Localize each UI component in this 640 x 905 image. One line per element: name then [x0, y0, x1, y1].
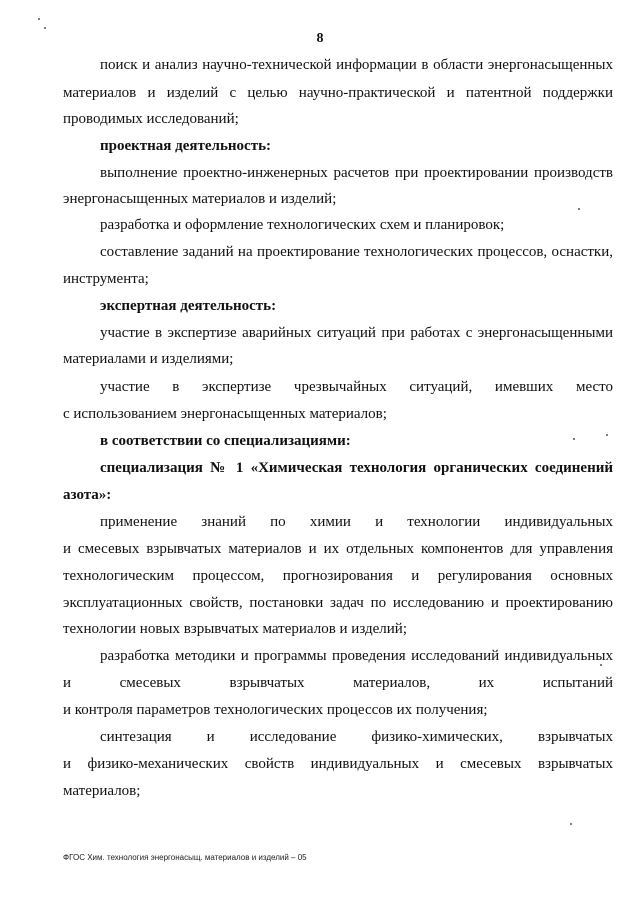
text-line: выполнение проектно-инженерных расчетов при проектировании производств — [100, 165, 613, 181]
text-line: и контроля параметров технологических процессов их получения; — [63, 702, 488, 718]
text-line: разработка методики и программы проведения исследований индивидуальных — [100, 648, 613, 664]
text-line: технологии новых взрывчатых материалов и изделий; — [63, 621, 407, 637]
text-line: и смесевых взрывчатых материалов, их испытаний — [63, 675, 613, 691]
text-line: эксплуатационных свойств, постановки задач по исследованию и проектированию — [63, 595, 613, 611]
text-line: применение знаний по химии и технологии индивидуальных — [100, 514, 613, 530]
text-line: участие в экспертизе аварийных ситуаций при работах с энергонасыщенными — [100, 325, 613, 341]
text-line: специализация № 1 «Химическая технология органических соединений — [100, 460, 613, 476]
scan-speck — [600, 664, 602, 666]
text-line: и смесевых взрывчатых материалов и их отдельных компонентов для управления — [63, 541, 613, 557]
text-line: экспертная деятельность: — [100, 298, 277, 314]
page-footer: ФГОС Хим. технология энергонасыщ. материалов и изделий – 05 — [63, 853, 307, 862]
text-line: с использованием энергонасыщенных материалов; — [63, 406, 387, 422]
text-line: технологическим процессом, прогнозирования и регулирования основных — [63, 568, 613, 584]
scan-speck — [606, 434, 608, 436]
text-line: поиск и анализ научно-технической информации в области энергонасыщенных — [100, 57, 613, 73]
scan-speck — [573, 438, 575, 440]
text-line: азота»: — [63, 487, 112, 503]
text-line: синтезация и исследование физико-химических, взрывчатых — [100, 729, 613, 745]
text-line: материалов и изделий с целью научно-практической и патентной поддержки — [63, 85, 613, 101]
text-line: и физико-механических свойств индивидуальных и смесевых взрывчатых — [63, 756, 613, 772]
text-line: разработка и оформление технологических схем и планировок; — [100, 217, 505, 233]
text-line: составление заданий на проектирование технологических процессов, оснастки, — [100, 244, 613, 260]
text-line: в соответствии со специализациями: — [100, 433, 351, 449]
text-line: материалов; — [63, 783, 141, 799]
scan-speck — [44, 27, 46, 29]
text-line: энергонасыщенных материалов и изделий; — [63, 191, 337, 207]
scan-speck — [578, 208, 580, 210]
text-line: проектная деятельность: — [100, 138, 271, 154]
text-line: инструмента; — [63, 271, 149, 287]
text-line: проводимых исследований; — [63, 111, 239, 127]
text-line: материалами и изделиями; — [63, 351, 234, 367]
scan-speck — [38, 18, 40, 20]
scan-speck — [570, 823, 572, 825]
text-line: участие в экспертизе чрезвычайных ситуаций, имевших место — [100, 379, 613, 395]
page-number: 8 — [316, 31, 324, 46]
